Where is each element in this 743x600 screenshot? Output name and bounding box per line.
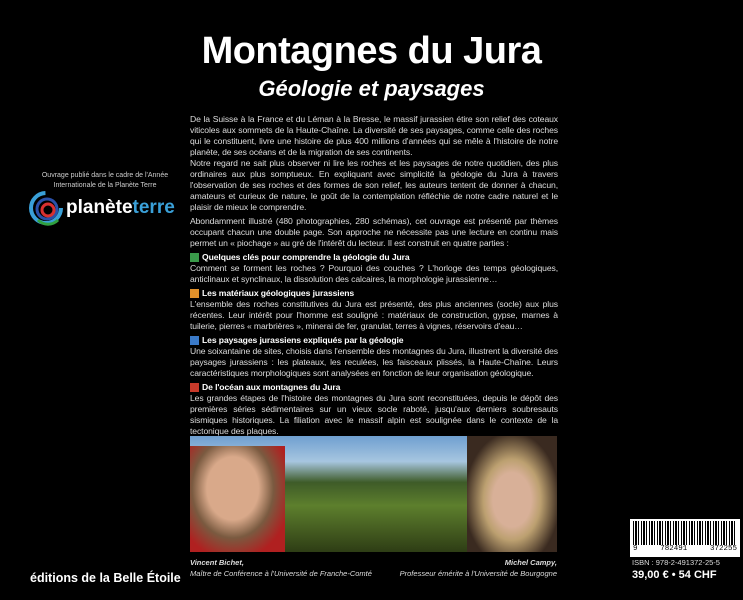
- description: [190, 114, 558, 440]
- barcode-digits: 372255: [709, 545, 737, 553]
- author-role: Professeur émérite à l'Université de Bourgogne: [399, 569, 557, 578]
- section-heading: Les matériaux géologiques jurassiens: [202, 288, 355, 298]
- barcode: [630, 519, 740, 557]
- planete-terre-logo: [28, 190, 175, 226]
- section-heading: De l'océan aux montagnes du Jura: [202, 382, 341, 392]
- intro-paragraph: Abondamment illustré (480 photographies, 280 schémas), cet ouvrage est présenté par thèmes occupant chacun une double page. Son approche ne nécessite pas une lecture en continu mais permet un « piochage » au gré de l'intérêt du lecteur. Il est construit en quatre parties :: [190, 216, 558, 248]
- landscape-icon: [190, 336, 199, 345]
- author-name: Vincent Bichet,: [190, 558, 244, 567]
- section-heading: Les paysages jurassiens expliqués par la géologie: [202, 335, 404, 345]
- logo-note: Ouvrage publié dans le cadre de l'Année Internationale de la Planète Terre: [41, 172, 169, 189]
- intro-paragraph: De la Suisse à la France et du Léman à la Bresse, le massif jurassien étire son relief des coteaux viticoles aux sommets de la Haute-Chaîne. La diversité de ses paysages, comme celle des roches qui le constituent, livre une histoire de plus 400 millions d'années qui se mêle à l'histoire de notre planète, de ses océans et de la migration de ses continents.: [190, 114, 558, 157]
- author-photo-bichet: [190, 446, 285, 552]
- book-subtitle: Géologie et paysages: [258, 76, 485, 101]
- barcode-digit: 9: [633, 545, 638, 553]
- section: [190, 288, 558, 332]
- author-name: Michel Campy,: [504, 558, 557, 567]
- section-text: Comment se forment les roches ? Pourquoi des couches ? L'horloge des temps géologiques, anticlinaux et synclinaux, la dissolution des calcaires, la morphologie jurassienne…: [190, 263, 558, 284]
- barcode-bars: [633, 521, 737, 545]
- book-title: Montagnes du Jura: [201, 30, 542, 72]
- section: [190, 252, 558, 285]
- author-caption-right: [400, 557, 557, 579]
- isbn: ISBN : 978-2-491372-25-5: [632, 558, 720, 567]
- materials-icon: [190, 289, 199, 298]
- ocean-mountains-icon: [190, 383, 199, 392]
- planet-rings-icon: [28, 190, 64, 226]
- author-role: Maître de Conférence à l'Université de Franche-Comté: [190, 569, 372, 578]
- publisher: éditions de la Belle Étoile: [30, 571, 181, 585]
- price: 39,00 € • 54 CHF: [632, 569, 717, 581]
- authors-landscape-photo: [190, 436, 557, 552]
- logo-text-terre: terre: [132, 197, 175, 218]
- section: [190, 382, 558, 437]
- geology-keys-icon: [190, 253, 199, 262]
- section-heading: Quelques clés pour comprendre la géologie du Jura: [202, 252, 410, 262]
- barcode-digits: 782491: [660, 545, 688, 553]
- section-text: Les grandes étapes de l'histoire des montagnes du Jura sont reconstituées, depuis le dépôt des premières séries sédimentaires sur un vieux socle raboté, jusqu'aux derniers soubresauts sismiques historiques. La filiation avec le massif alpin est soulignée dans le contexte de la tectonique des plaques.: [190, 393, 558, 436]
- section-text: Une soixantaine de sites, choisis dans l'ensemble des montagnes du Jura, illustrent la diversité des paysages jurassiens : les plateaux, les reculées, les faisceaux plissés, la Haute-Chaîne. Leurs caractéristiques morphologiques sont analysées en fonction de leur organisation géologique.: [190, 346, 558, 378]
- logo-text-planete: planète: [66, 197, 133, 218]
- author-photo-campy: [467, 436, 557, 552]
- intro-paragraph: Notre regard ne sait plus observer ni lire les roches et les paysages de notre quotidien, des plus ordinaires aux plus somptueux. En expliquant avec simplicité la géologie du Jura à travers l'observation de ses roches et des formes de son relief, les auteurs tentent de donner à chacun, amateurs et curieux de nature, le goût de la contemplation réfléchie de notre cadre naturel et le plaisir de mieux le comprendre.: [190, 158, 558, 212]
- section: [190, 335, 558, 379]
- section-text: L'ensemble des roches constitutives du Jura est présenté, des plus anciennes (socle) aux plus récentes. Leur intérêt pour l'homme est souligné : matériaux de construction, gypse, marnes à tuilerie, pierres « marbrières », minerai de fer, granulat, terres à vignes, réservoirs d'eau…: [190, 299, 558, 331]
- author-caption-left: [190, 557, 372, 579]
